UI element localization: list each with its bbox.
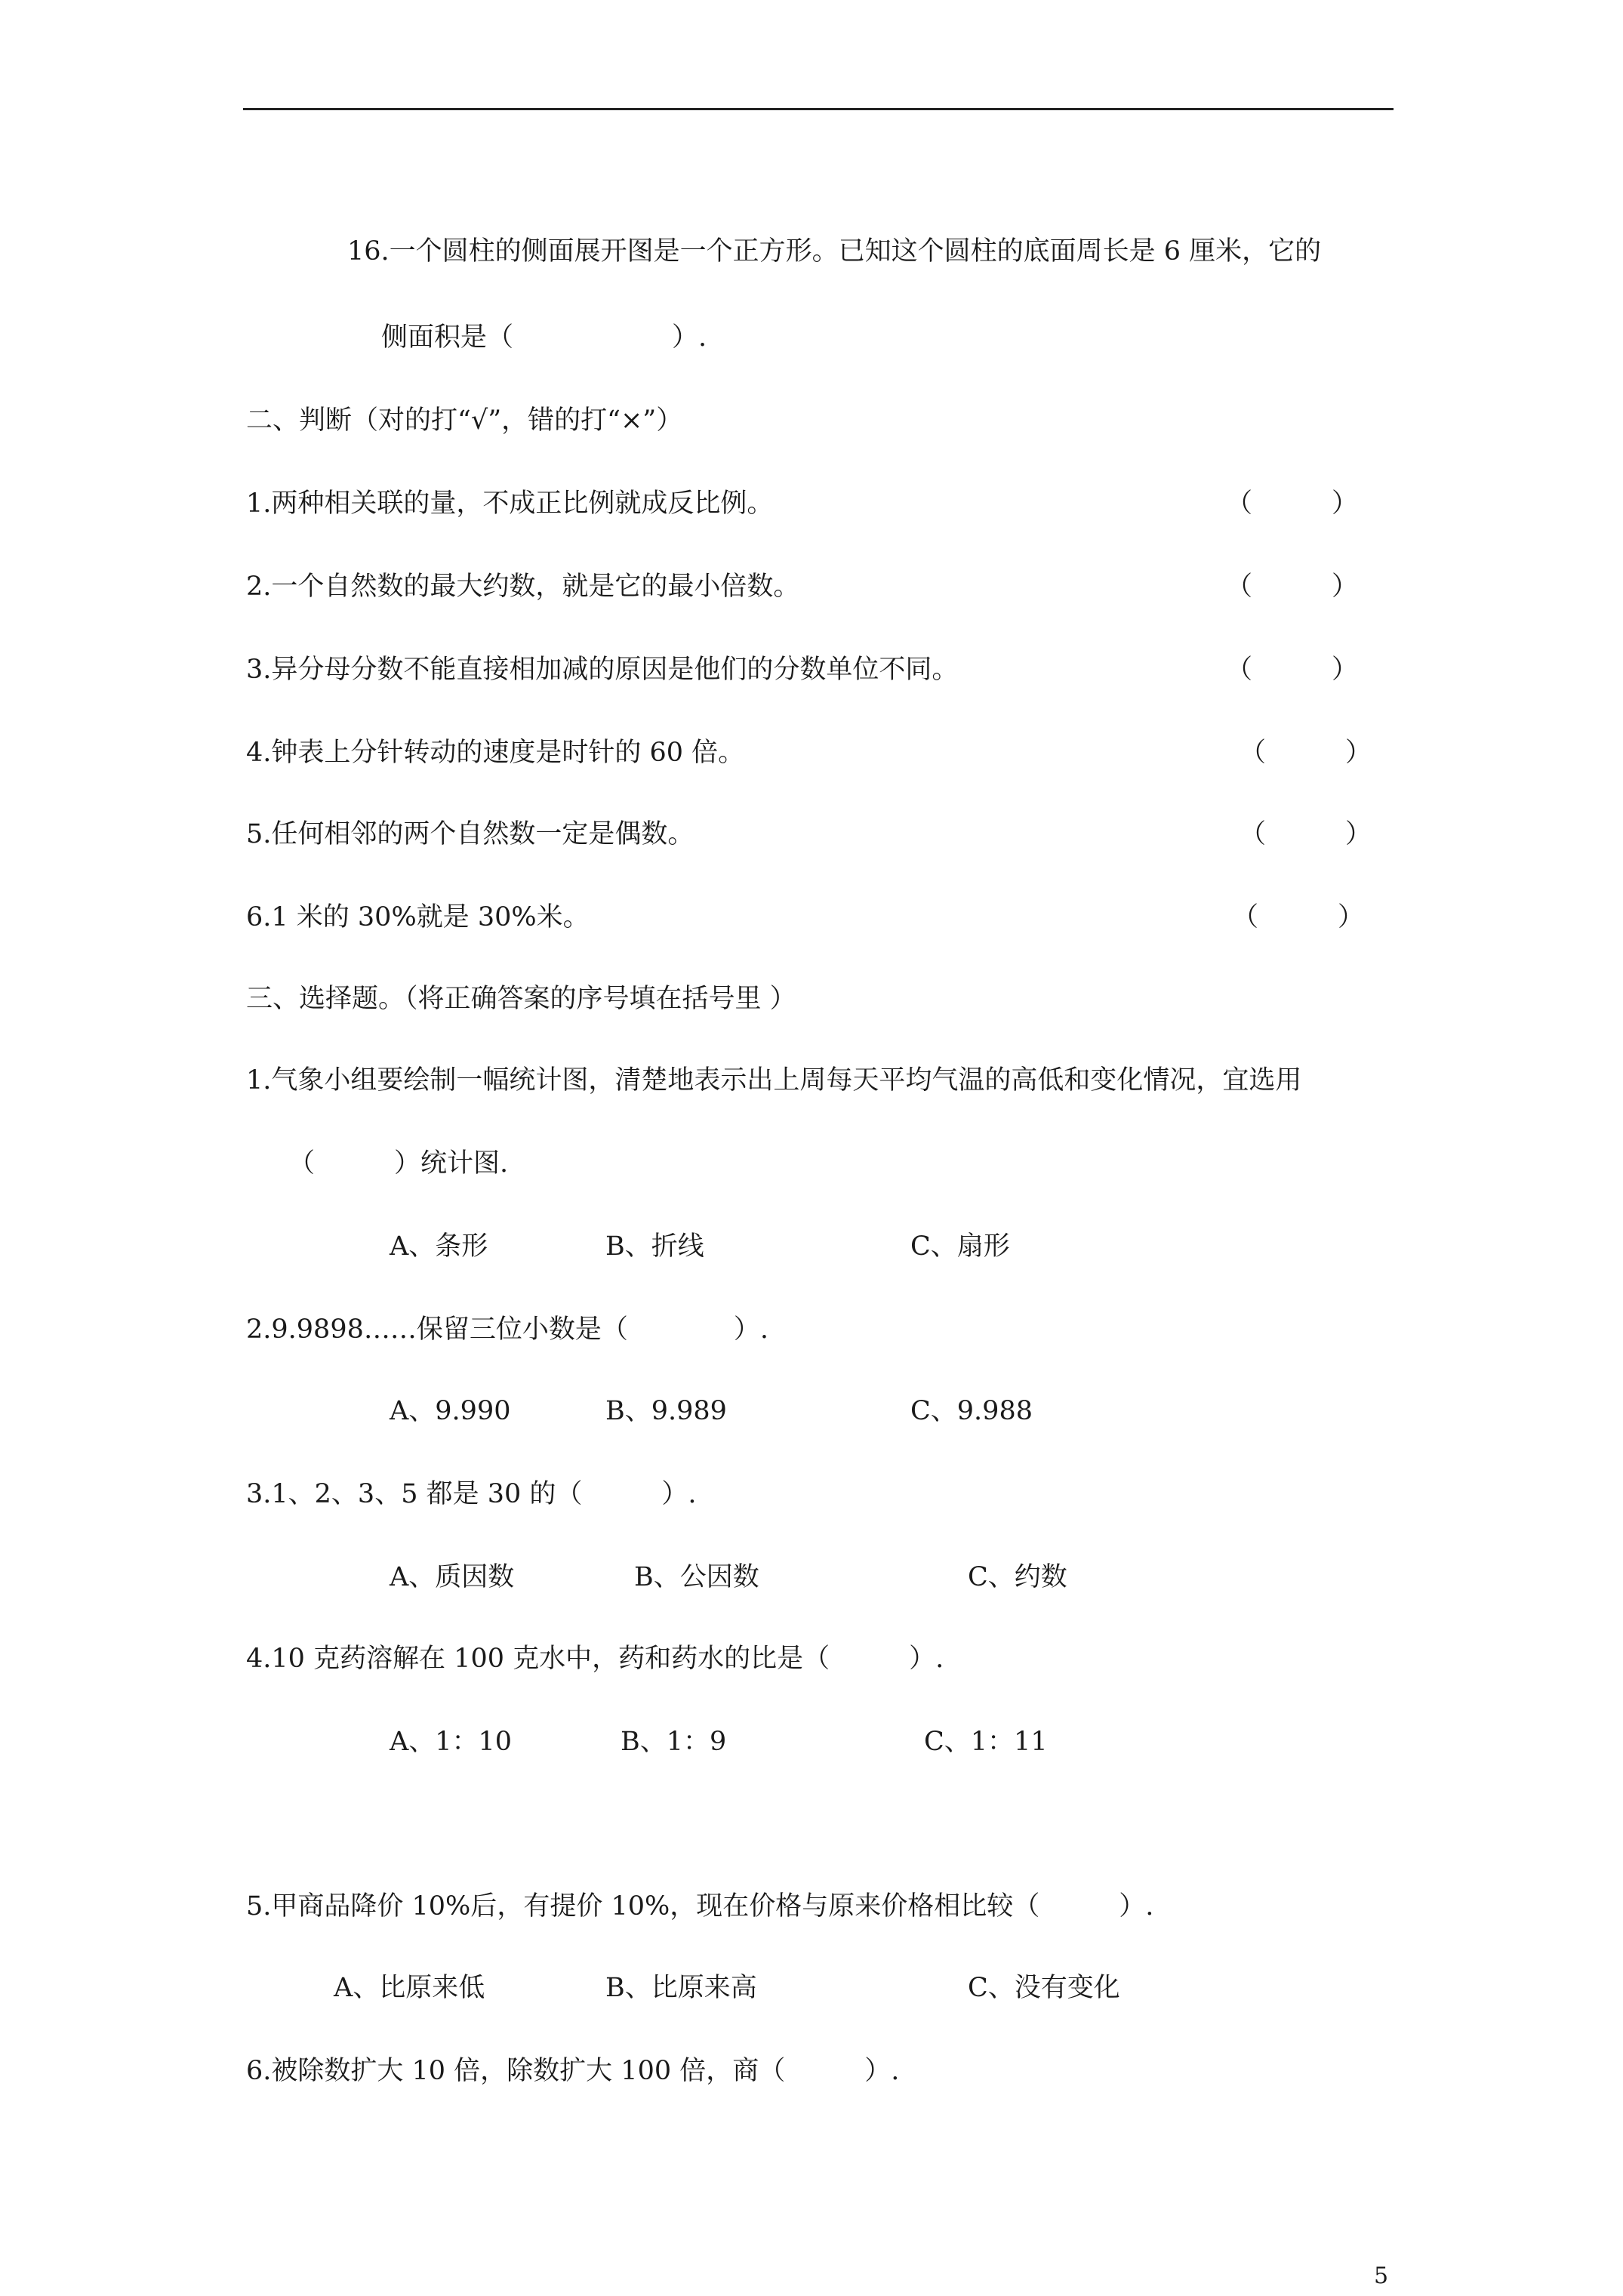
judge-item-5: 5.任何相邻的两个自然数一定是偶数。 xyxy=(246,819,694,849)
header-rule xyxy=(243,108,1394,110)
choice-q1-line1: 1.气象小组要绘制一幅统计图，清楚地表示出上周每天平均气温的高低和变化情况，宜选用 xyxy=(246,1065,1302,1096)
judge-item-6: 6.1 米的 30%就是 30%米。 xyxy=(246,902,590,932)
choice-q5-option-b[interactable]: B、比原来高 xyxy=(605,1973,757,2003)
q16-line2: 侧面积是（ ）. xyxy=(381,322,707,353)
section3-title: 三、选择题。（将正确答案的序号填在括号里 ） xyxy=(246,984,796,1014)
choice-q3-option-b[interactable]: B、公因数 xyxy=(634,1562,759,1592)
choice-q4-line1: 4.10 克药溶解在 100 克水中，药和药水的比是（ ）. xyxy=(246,1644,944,1674)
judge-answer-1[interactable]: （ ） xyxy=(1226,488,1359,519)
choice-q3-line1: 3.1、2、3、5 都是 30 的（ ）. xyxy=(246,1479,697,1509)
choice-q1-option-b[interactable]: B、折线 xyxy=(605,1231,704,1262)
judge-item-1: 1.两种相关联的量，不成正比例就成反比例。 xyxy=(246,488,774,519)
choice-q2-option-b[interactable]: B、9.989 xyxy=(605,1396,727,1426)
choice-q1-line2: （ ）统计图. xyxy=(288,1148,509,1179)
choice-q4-option-c[interactable]: C、1：11 xyxy=(924,1727,1048,1757)
judge-answer-4[interactable]: （ ） xyxy=(1240,738,1372,768)
choice-q3-option-c[interactable]: C、约数 xyxy=(968,1562,1067,1592)
judge-answer-6[interactable]: （ ） xyxy=(1232,902,1365,932)
choice-q5-option-c[interactable]: C、没有变化 xyxy=(968,1973,1120,2003)
judge-item-4: 4.钟表上分针转动的速度是时针的 60 倍。 xyxy=(246,738,745,768)
judge-answer-3[interactable]: （ ） xyxy=(1226,655,1359,685)
q16-line1: 16.一个圆柱的侧面展开图是一个正方形。已知这个圆柱的底面周长是 6 厘米，它的 xyxy=(347,236,1322,267)
page-number: 5 xyxy=(1374,2263,1389,2289)
choice-q2-option-a[interactable]: A、9.990 xyxy=(390,1396,511,1426)
judge-item-3: 3.异分母分数不能直接相加减的原因是他们的分数单位不同。 xyxy=(246,655,959,685)
choice-q4-option-a[interactable]: A、1：10 xyxy=(390,1727,513,1757)
choice-q5-option-a[interactable]: A、比原来低 xyxy=(334,1973,485,2003)
judge-item-2: 2.一个自然数的最大约数，就是它的最小倍数。 xyxy=(246,572,800,602)
section2-title: 二、判断（对的打“√”，错的打“×”） xyxy=(246,405,683,436)
choice-q4-option-b[interactable]: B、1：9 xyxy=(621,1727,727,1757)
choice-q1-option-a[interactable]: A、条形 xyxy=(390,1231,488,1262)
choice-q1-option-c[interactable]: C、扇形 xyxy=(910,1231,1010,1262)
choice-q2-option-c[interactable]: C、9.988 xyxy=(910,1396,1033,1426)
choice-q6-line1: 6.被除数扩大 10 倍，除数扩大 100 倍，商（ ）. xyxy=(246,2056,900,2086)
choice-q3-option-a[interactable]: A、质因数 xyxy=(390,1562,515,1592)
choice-q5-line1: 5.甲商品降价 10%后，有提价 10%，现在价格与原来价格相比较（ ）. xyxy=(246,1891,1154,1922)
judge-answer-2[interactable]: （ ） xyxy=(1226,572,1359,602)
choice-q2-line1: 2.9.9898……保留三位小数是（ ）. xyxy=(246,1314,768,1345)
judge-answer-5[interactable]: （ ） xyxy=(1240,819,1372,849)
